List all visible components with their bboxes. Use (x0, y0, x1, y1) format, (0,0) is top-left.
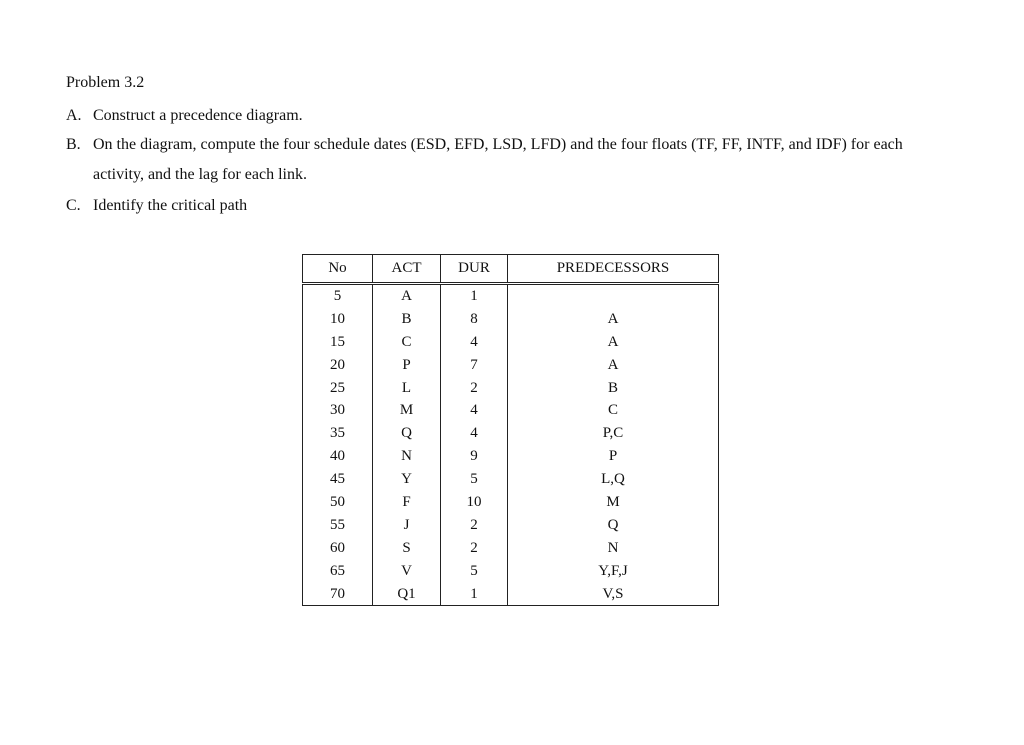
cell-predecessors: Q (508, 514, 719, 537)
cell-no: 45 (303, 468, 373, 491)
cell-dur: 4 (441, 422, 508, 445)
cell-no: 40 (303, 445, 373, 468)
cell-predecessors: P (508, 445, 719, 468)
cell-act: V (373, 560, 441, 583)
cell-no: 15 (303, 331, 373, 354)
cell-no: 10 (303, 308, 373, 331)
table-row (303, 537, 719, 560)
cell-no: 25 (303, 377, 373, 400)
cell-predecessors: L,Q (508, 468, 719, 491)
cell-dur: 7 (441, 354, 508, 377)
precedence-table (302, 254, 719, 606)
header-predecessors: PREDECESSORS (508, 255, 719, 284)
item-c-letter: C. (66, 197, 81, 214)
header-dur: DUR (441, 255, 508, 284)
cell-no: 35 (303, 422, 373, 445)
cell-no: 50 (303, 491, 373, 514)
cell-act: M (373, 399, 441, 422)
cell-dur: 9 (441, 445, 508, 468)
cell-predecessors: M (508, 491, 719, 514)
cell-dur: 2 (441, 514, 508, 537)
item-c (66, 197, 247, 215)
cell-dur: 2 (441, 377, 508, 400)
cell-no: 70 (303, 583, 373, 606)
table-row (303, 491, 719, 514)
cell-act: A (373, 284, 441, 308)
item-b-text: On the diagram, compute the four schedule dates (ESD, EFD, LSD, LFD) and the four floats (TF, FF, INTF, and IDF) for each (93, 136, 903, 153)
header-no: No (303, 255, 373, 284)
cell-predecessors: A (508, 354, 719, 377)
cell-dur: 4 (441, 331, 508, 354)
table-row (303, 445, 719, 468)
cell-act: N (373, 445, 441, 468)
item-b-letter: B. (66, 136, 81, 153)
cell-dur: 2 (441, 537, 508, 560)
cell-act: S (373, 537, 441, 560)
item-a-text: Construct a precedence diagram. (93, 107, 303, 124)
cell-no: 55 (303, 514, 373, 537)
table-row (303, 560, 719, 583)
cell-act: C (373, 331, 441, 354)
cell-no: 5 (303, 284, 373, 308)
cell-act: B (373, 308, 441, 331)
table-row (303, 468, 719, 491)
table-row (303, 422, 719, 445)
item-b (66, 136, 903, 154)
cell-predecessors: B (508, 377, 719, 400)
table-row (303, 284, 719, 308)
table-row (303, 354, 719, 377)
cell-dur: 1 (441, 284, 508, 308)
item-b-continuation: activity, and the lag for each link. (93, 166, 307, 183)
cell-act: J (373, 514, 441, 537)
cell-dur: 4 (441, 399, 508, 422)
cell-dur: 5 (441, 468, 508, 491)
cell-predecessors: V,S (508, 583, 719, 606)
table-body (303, 284, 719, 606)
item-c-text: Identify the critical path (93, 197, 248, 214)
cell-act: L (373, 377, 441, 400)
cell-dur: 10 (441, 491, 508, 514)
table-row (303, 377, 719, 400)
table-row (303, 583, 719, 606)
cell-dur: 8 (441, 308, 508, 331)
cell-no: 30 (303, 399, 373, 422)
cell-dur: 1 (441, 583, 508, 606)
cell-no: 20 (303, 354, 373, 377)
item-a-letter: A. (66, 107, 82, 124)
cell-no: 65 (303, 560, 373, 583)
cell-predecessors: A (508, 308, 719, 331)
table-header-row (303, 255, 719, 284)
cell-predecessors (508, 284, 719, 308)
cell-act: Y (373, 468, 441, 491)
cell-act: Q1 (373, 583, 441, 606)
cell-act: P (373, 354, 441, 377)
cell-predecessors: C (508, 399, 719, 422)
item-a (66, 107, 303, 125)
cell-predecessors: N (508, 537, 719, 560)
cell-act: Q (373, 422, 441, 445)
header-act: ACT (373, 255, 441, 284)
table-row (303, 399, 719, 422)
table-row (303, 514, 719, 537)
cell-predecessors: A (508, 331, 719, 354)
cell-act: F (373, 491, 441, 514)
cell-predecessors: Y,F,J (508, 560, 719, 583)
table-row (303, 331, 719, 354)
cell-predecessors: P,C (508, 422, 719, 445)
cell-dur: 5 (441, 560, 508, 583)
table-row (303, 308, 719, 331)
cell-no: 60 (303, 537, 373, 560)
problem-title: Problem 3.2 (66, 74, 145, 91)
